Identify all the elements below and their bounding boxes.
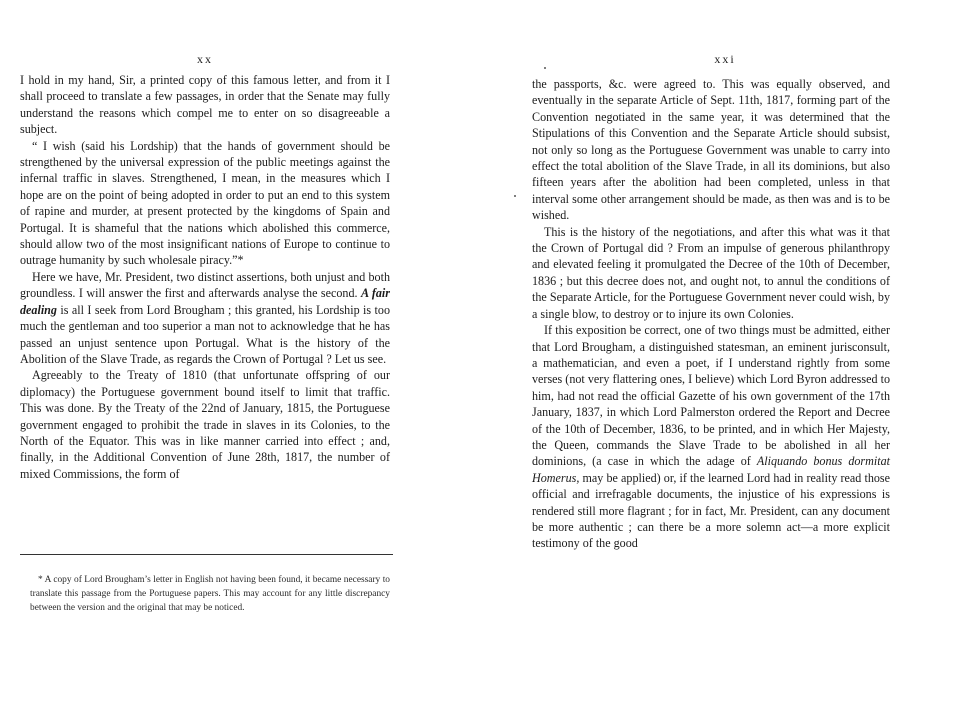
paragraph-3: [20, 269, 390, 367]
paragraph-3: [532, 322, 890, 552]
paragraph-1: I hold in my hand, Sir, a printed copy of this famous letter, and from it I shall proceed to translate a few passages, in order that the Senate may fully understand the reasons which compel me to enter on so disagreeable a subject.: [20, 73, 390, 137]
paragraph-3-after: is all I seek from Lord Brougham ; this granted, his Lordship is too much the gentleman and too superior a man not to acknowledge that he has passed an unjust sentence upon Portugal. What is the history of the Abolition of the Slave Trade, as regards the Crown of Portugal ? Let us see.: [20, 302, 390, 366]
paragraph-3-emphasis: A fair dealing: [20, 286, 390, 317]
left-page-body: [20, 72, 390, 482]
page-number-right: xxi: [714, 52, 736, 66]
paragraph-2: “ I wish (said his Lordship) that the hands of government should be strengthened by the universal expression of the public meetings against the infernal traffic in slaves. Strengthened, I mean, in the measures which I hope are on the point of being adopted in order to put an end to this system of rapine and murder, at present protected by the kingdoms of Spain and Portugal. It is shameful that the nations which abolished this commerce, should allow two of the most insignificant nations of Europe to continue to outrage humanity by such wholesale piracy.”*: [20, 138, 390, 268]
print-speck: [544, 67, 546, 69]
paragraph-1: the passports, &c. were agreed to. This was equally observed, and eventually in the separate Article of Sept. 11th, 1817, forming part of the Convention negotiated in the same year, it was determined that the Stipulations of this Convention and the Separate Article should subsist, not only so long as the Portuguese Government was unable to carry into effect the total abolition of the Slave Trade, in all its dominions, but also fifteen years after the abolition had been completed, unless in that interval some other arrangement should be made, as then was and is to be wished.: [532, 77, 890, 223]
page-number-left: xx: [197, 52, 213, 66]
paragraph-3-emphasis: Aliquando bonus dormitat Homerus,: [532, 454, 890, 485]
footnote: [30, 574, 390, 615]
paragraph-2: This is the history of the negotiations, and after this what was it that the Crown of Portugal did ? From an impulse of generous philanthropy and elevated feeling it promulgated the Decree of the 10th of December, 1836 ; but this decree does not, and ought not, to annul the conditions of the Separate Article, for the Portuguese Government never could wish, by a single blow, to destroy or to injure its own Colonies.: [532, 224, 890, 321]
paragraph-3-after: may be applied) or, if the learned Lord had in reality read those official and irrefragable documents, the injustice of his expressions is rendered still more flagrant ; for in fact, Mr. President, can any document be more authentic ; can there be a more solemn act—a more explicit testimony of the good: [532, 470, 890, 551]
paragraph-4: Agreeably to the Treaty of 1810 (that unfortunate offspring of our diplomacy) the Portuguese government bound itself to limit that traffic. This was done. By the Treaty of the 22nd of January, 1815, the Portuguese government engaged to prohibit the trade in slaves in its Colonies, to the North of the Equator. This was in like manner carried into effect ; and, finally, in the Additional Convention of June 28th, 1817, the number of mixed Commissions, the form of: [20, 368, 390, 481]
paragraph-3-before: If this exposition be correct, one of two things must be admitted, either that Lord Brougham, a distinguished statesman, an eminent jurisconsult, a mathematician, and even a poet, if I understand rightly from some verses (not very flattering ones, I believe) which Lord Byron addressed to him, had not read the official Gazette of his own government of the 17th January, 1837, in which Lord Palmerston ordered the Report and Decree of the 10th of December, 1836, to be printed, and in which Her Majesty, the Queen, commands the Slave Trade to be abolished in all her dominions, (a case in which the adage of: [532, 323, 890, 469]
paragraph-3-before: Here we have, Mr. President, two distinct assertions, both unjust and both groundless. I will answer the first and afterwards analyse the second.: [20, 269, 390, 301]
footnote-text: * A copy of Lord Brougham’s letter in English not having been found, it became necessary to translate this passage from the Portuguese papers. This may account for any little discrepancy between the version and the original that may be noticed.: [30, 575, 390, 613]
footnote-divider: [20, 554, 393, 555]
right-page-body: [532, 76, 890, 552]
print-speck: [514, 195, 516, 197]
